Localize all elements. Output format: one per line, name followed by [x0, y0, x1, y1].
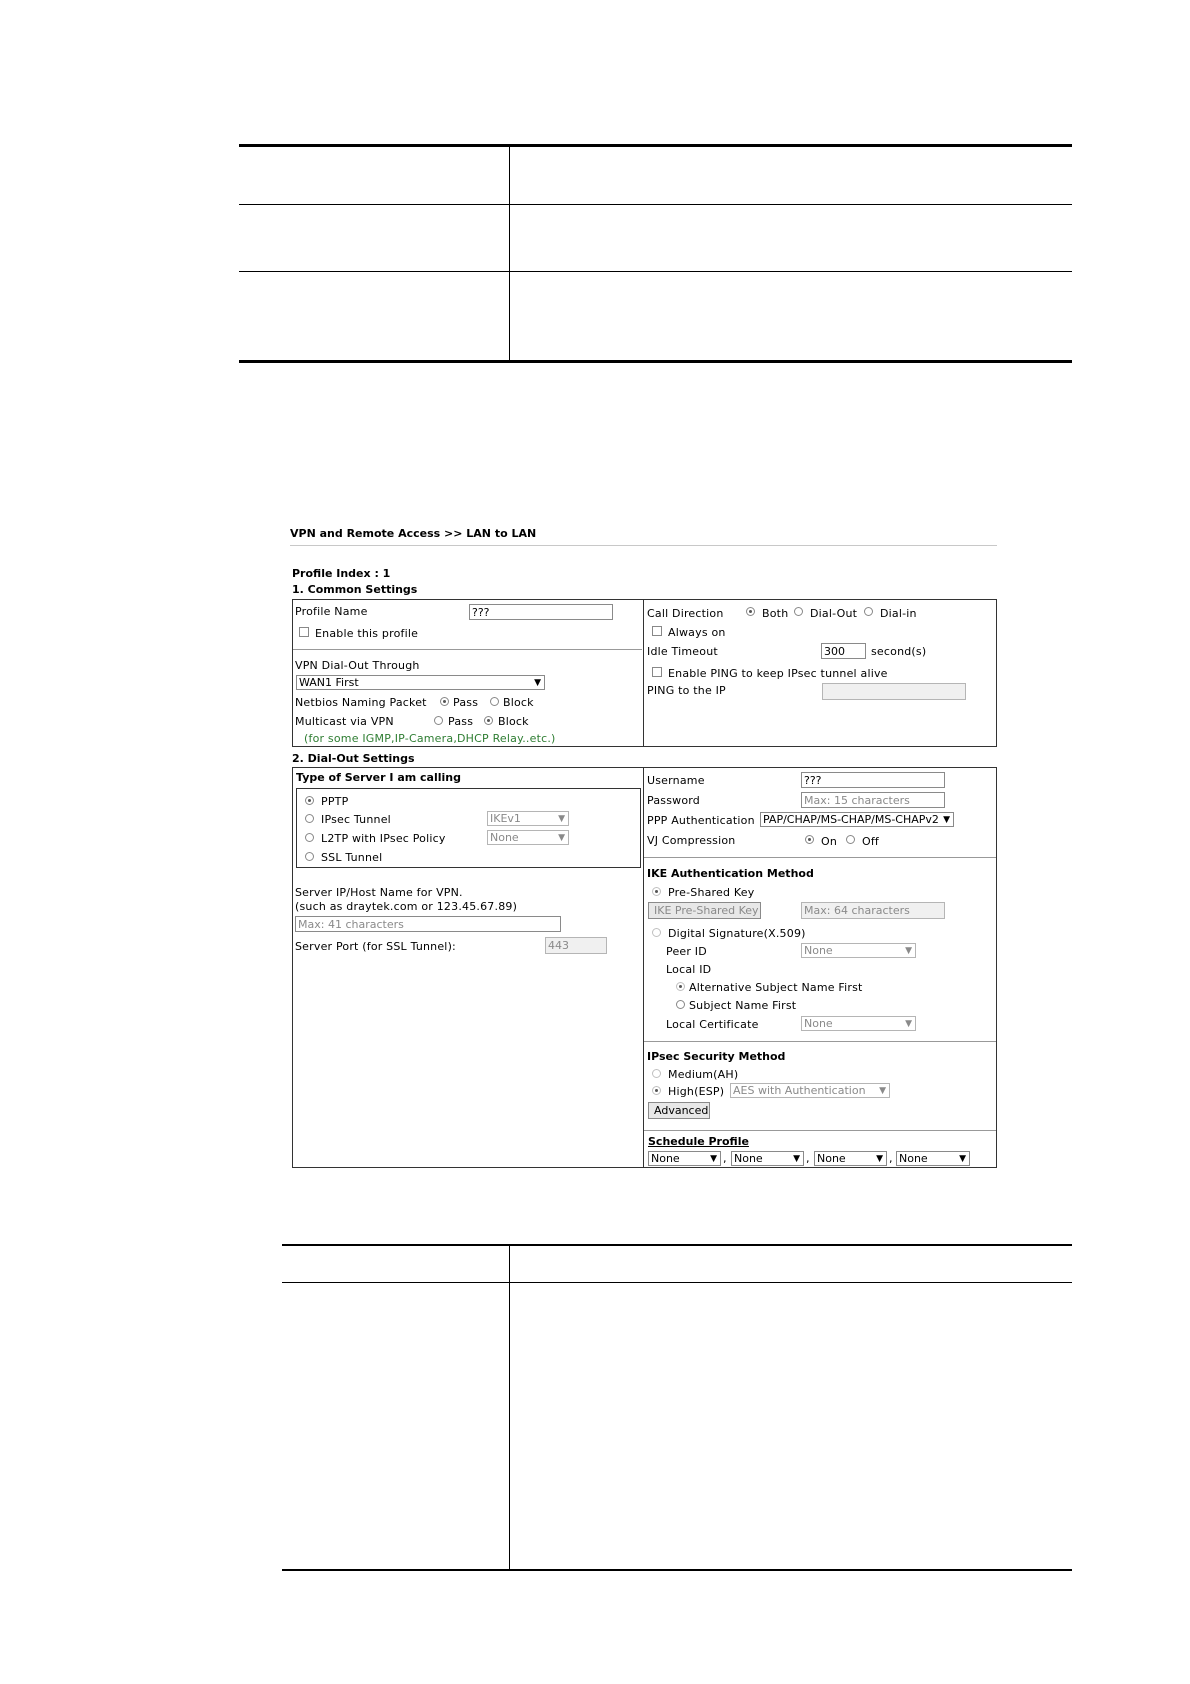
chevron-down-icon: ▼ [534, 678, 541, 688]
vj-off-radio[interactable] [846, 835, 855, 844]
preshared-label: Pre-Shared Key [668, 886, 755, 899]
l2tp-radio[interactable] [305, 833, 314, 842]
high-esp-select[interactable] [730, 1083, 890, 1098]
ping-ip-input[interactable] [822, 683, 966, 700]
pptp-radio[interactable] [305, 796, 314, 805]
pptp-label: PPTP [321, 795, 349, 808]
schedule-select-2[interactable] [731, 1151, 804, 1166]
multicast-label: Multicast via VPN [295, 715, 394, 728]
ipsec-label: IPsec Tunnel [321, 813, 391, 826]
high-esp-label: High(ESP) [668, 1085, 725, 1098]
schedule-select-4[interactable] [896, 1151, 970, 1166]
server-ip-label: Server IP/Host Name for VPN. [295, 886, 463, 899]
ike-preshared-button[interactable]: IKE Pre-Shared Key [648, 902, 761, 919]
l2tp-label: L2TP with IPsec Policy [321, 832, 446, 845]
digital-sig-label: Digital Signature(X.509) [668, 927, 806, 940]
chevron-down-icon: ▼ [905, 946, 912, 956]
comma: , [723, 1152, 727, 1165]
ipsec-ike-value: IKEv1 [490, 812, 521, 825]
password-label: Password [647, 794, 700, 807]
server-ip-hint: (such as draytek.com or 123.45.67.89) [295, 900, 518, 913]
ipsec-radio[interactable] [305, 814, 314, 823]
schedule-value-2: None [734, 1152, 763, 1165]
local-cert-value: None [804, 1017, 833, 1030]
local-cert-select[interactable] [801, 1016, 916, 1031]
schedule-select-1[interactable] [648, 1151, 721, 1166]
ppp-auth-select[interactable] [760, 812, 954, 827]
subject-name-label: Subject Name First [689, 999, 797, 1012]
ssl-radio[interactable] [305, 852, 314, 861]
peer-id-select[interactable] [801, 943, 916, 958]
vj-on-label: On [821, 835, 838, 848]
advanced-button[interactable]: Advanced [648, 1102, 710, 1119]
chevron-down-icon: ▼ [879, 1086, 886, 1096]
username-input[interactable]: ??? [801, 772, 945, 788]
ike-heading: IKE Authentication Method [647, 867, 814, 880]
comma: , [889, 1152, 893, 1165]
server-port-label: Server Port (for SSL Tunnel): [295, 940, 456, 953]
always-on-checkbox[interactable] [652, 626, 662, 636]
call-dialout-label: Dial-Out [810, 607, 858, 620]
schedule-value-1: None [651, 1152, 680, 1165]
netbios-label: Netbios Naming Packet [295, 696, 427, 709]
dialout-heading: 2. Dial-Out Settings [292, 752, 415, 765]
server-ip-input[interactable]: Max: 41 characters [295, 916, 561, 932]
username-label: Username [647, 774, 705, 787]
alt-subject-label: Alternative Subject Name First [689, 981, 863, 994]
schedule-value-4: None [899, 1152, 928, 1165]
local-id-label: Local ID [666, 963, 712, 976]
call-dialin-radio[interactable] [864, 607, 873, 616]
ping-label: Enable PING to keep IPsec tunnel alive [668, 667, 888, 680]
vj-label: VJ Compression [647, 834, 736, 847]
profile-name-input[interactable]: ??? [469, 604, 613, 620]
multicast-pass-radio[interactable] [434, 716, 443, 725]
chevron-down-icon: ▼ [959, 1154, 966, 1164]
ping-ip-label: PING to the IP [647, 684, 726, 697]
l2tp-policy-select[interactable] [487, 830, 569, 845]
alt-subject-radio[interactable] [676, 982, 685, 991]
idle-timeout-input[interactable]: 300 [821, 643, 866, 659]
multicast-note: (for some IGMP,IP-Camera,DHCP Relay..etc.) [304, 732, 556, 745]
chevron-down-icon: ▼ [558, 833, 565, 843]
ipsec-method-heading: IPsec Security Method [647, 1050, 786, 1063]
peer-id-label: Peer ID [666, 945, 707, 958]
multicast-pass-label: Pass [448, 715, 474, 728]
seconds-label: second(s) [871, 645, 927, 658]
enable-profile-checkbox[interactable] [299, 627, 309, 637]
profile-name-label: Profile Name [295, 605, 368, 618]
call-direction-label: Call Direction [647, 607, 724, 620]
ssl-label: SSL Tunnel [321, 851, 383, 864]
ike-preshared-input[interactable]: Max: 64 characters [801, 902, 945, 919]
server-type-heading: Type of Server I am calling [296, 771, 461, 784]
schedule-select-3[interactable] [814, 1151, 887, 1166]
vj-off-label: Off [862, 835, 880, 848]
chevron-down-icon: ▼ [905, 1019, 912, 1029]
profile-index: Profile Index : 1 [292, 567, 391, 580]
chevron-down-icon: ▼ [876, 1154, 883, 1164]
peer-id-value: None [804, 944, 833, 957]
vj-on-radio[interactable] [805, 835, 814, 844]
ppp-auth-label: PPP Authentication [647, 814, 755, 827]
dialout-through-select[interactable] [296, 675, 545, 690]
ping-checkbox[interactable] [652, 667, 662, 677]
idle-timeout-label: Idle Timeout [647, 645, 718, 658]
comma: , [806, 1152, 810, 1165]
call-dialout-radio[interactable] [794, 607, 803, 616]
l2tp-policy-value: None [490, 831, 519, 844]
chevron-down-icon: ▼ [793, 1154, 800, 1164]
chevron-down-icon: ▼ [710, 1154, 717, 1164]
medium-ah-radio[interactable] [652, 1069, 661, 1078]
call-both-radio[interactable] [746, 607, 755, 616]
digital-sig-radio[interactable] [652, 928, 661, 937]
multicast-block-radio[interactable] [484, 716, 493, 725]
chevron-down-icon: ▼ [943, 815, 950, 825]
medium-ah-label: Medium(AH) [668, 1068, 739, 1081]
common-settings-panel [292, 599, 997, 747]
netbios-block-radio[interactable] [490, 697, 499, 706]
always-on-label: Always on [668, 626, 726, 639]
dialout-through-value: WAN1 First [299, 676, 359, 689]
netbios-block-label: Block [503, 696, 534, 709]
multicast-block-label: Block [498, 715, 529, 728]
call-both-label: Both [762, 607, 789, 620]
high-esp-value: AES with Authentication [733, 1084, 866, 1097]
netbios-pass-label: Pass [453, 696, 479, 709]
schedule-heading: Schedule Profile [648, 1135, 749, 1148]
chevron-down-icon: ▼ [558, 814, 565, 824]
dialout-through-label: VPN Dial-Out Through [295, 659, 420, 672]
local-cert-label: Local Certificate [666, 1018, 759, 1031]
common-settings-heading: 1. Common Settings [292, 583, 418, 596]
netbios-pass-radio[interactable] [440, 697, 449, 706]
ppp-auth-value: PAP/CHAP/MS-CHAP/MS-CHAPv2 [763, 813, 939, 826]
high-esp-radio[interactable] [652, 1086, 661, 1095]
ipsec-ike-select[interactable] [487, 811, 569, 826]
subject-name-radio[interactable] [676, 1000, 685, 1009]
preshared-radio[interactable] [652, 887, 661, 896]
server-port-input[interactable]: 443 [545, 937, 607, 954]
breadcrumb: VPN and Remote Access >> LAN to LAN [290, 527, 537, 540]
password-input[interactable]: Max: 15 characters [801, 792, 945, 808]
enable-profile-label: Enable this profile [315, 627, 419, 640]
schedule-value-3: None [817, 1152, 846, 1165]
call-dialin-label: Dial-in [880, 607, 917, 620]
